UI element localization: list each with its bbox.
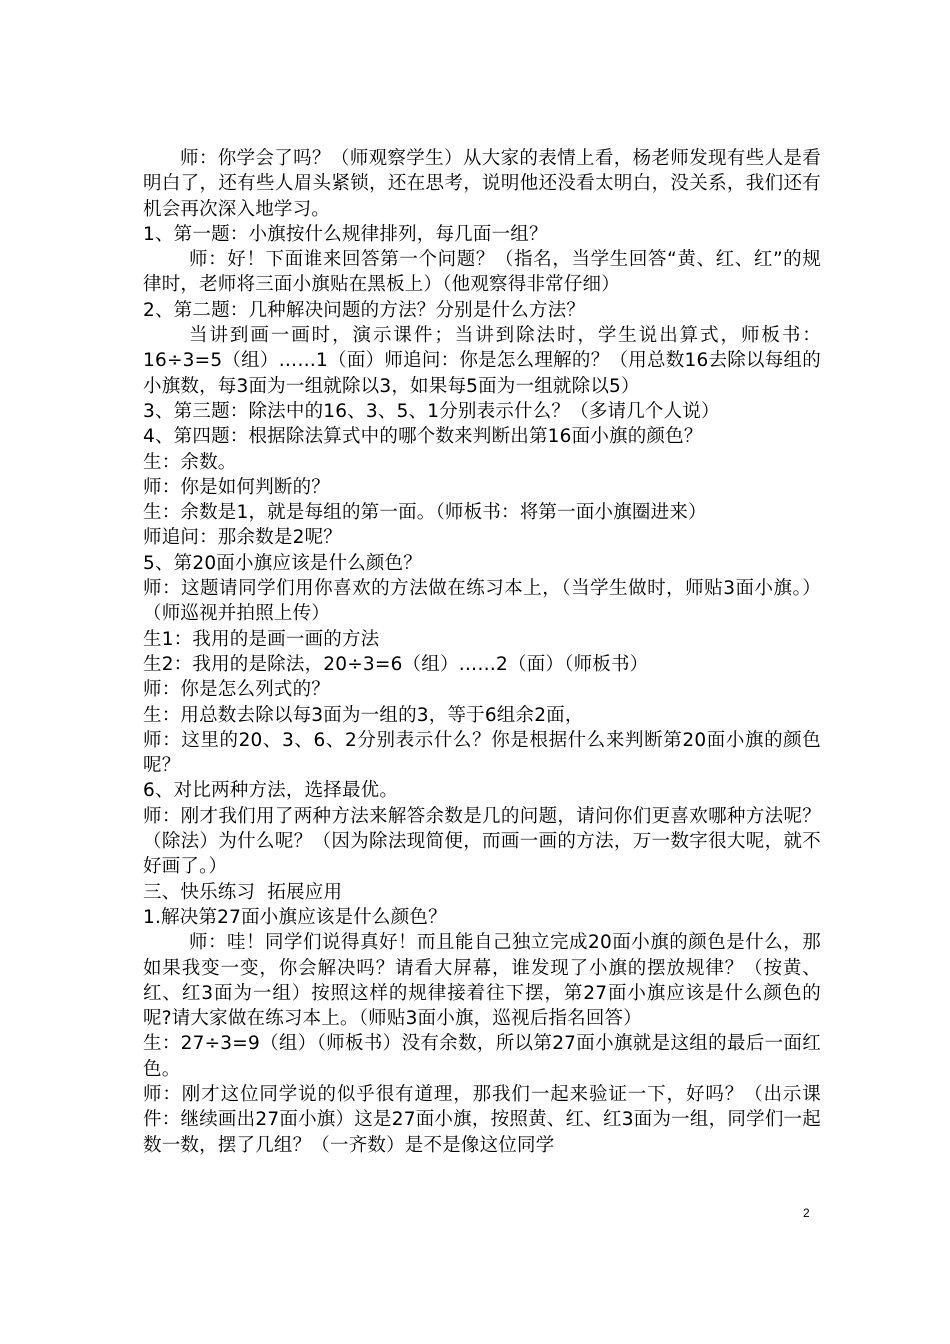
dialogue-line: 师：刚才我们用了两种方法来解答余数是几的问题，请问你们更喜欢哪种方法呢？（除法）为什么呢？（因为除法现简便，而画一画的方法，万一数字很大呢，就不好画了。） — [143, 805, 821, 878]
dialogue-line: 师：这里的20、3、6、2分别表示什么？你是根据什么来判断第20面小旗的颜色呢？ — [143, 729, 821, 777]
dialogue-line: 生：27÷3=9（组）（师板书）没有余数，所以第27面小旗就是这组的最后一面红色。 — [143, 1033, 821, 1080]
dialogue-line: 生2：我用的是除法，20÷3=6（组）……2（面）（师板书） — [143, 653, 649, 675]
question-5-heading: 5、第20面小旗应该是什么颜色？ — [143, 552, 423, 574]
dialogue-line: 师：刚才这位同学说的似乎很有道理，那我们一起来验证一下，好吗？（出示课件：继续画出27面小旗）这是27面小旗，按照黄、红、红3面为一组，同学们一起数一数，摆了几组？（一齐数）是不是像这位同学 — [143, 1083, 821, 1156]
paragraph-methods: 当讲到画一画时，演示课件；当讲到除法时，学生说出算式，师板书：16÷3=5（组）……1（面）师追问：你是怎么理解的？（用总数16去除以每组的小旗数，每3面为一组就除以3，如果每5面为一组就除以5） — [143, 325, 821, 397]
dialogue-line: 生：余数。 — [143, 451, 237, 473]
document-body — [143, 146, 821, 1158]
question-6-heading: 6、对比两种方法，选择最优。 — [143, 780, 399, 802]
exercise-1-heading: 1.解决第27面小旗应该是什么颜色？ — [143, 906, 447, 928]
paragraph-teacher-check: 师：你学会了吗？（师观察学生）从大家的表情上看，杨老师发现有些人是看明白了，还有些人眉头紧锁，还在思考，说明他还没看太明白，没关系，我们还有机会再次深入地学习。 — [143, 148, 821, 220]
page-number: 2 — [803, 1206, 810, 1220]
question-4-heading: 4、第四题：根据除法算式中的哪个数来判断出第16面小旗的颜色？ — [143, 426, 703, 448]
dialogue-line: 生：余数是1，就是每组的第一面。（师板书：将第一面小旗圈进来） — [143, 502, 707, 524]
paragraph-teacher-q1: 师：好！下面谁来回答第一个问题？（指名，当学生回答“黄、红、红”的规律时，老师将三面小旗贴在黑板上）（他观察得非常仔细） — [143, 249, 821, 296]
question-3-heading: 3、第三题：除法中的16、3、5、1分别表示什么？（多请几个人说） — [143, 400, 720, 422]
dialogue-line: 生：用总数去除以每3面为一组的3，等于6组余2面， — [143, 704, 584, 726]
dialogue-line: 师：你是怎么列式的？ — [143, 679, 331, 701]
question-2-heading: 2、第二题：几种解决问题的方法？分别是什么方法？ — [143, 299, 586, 321]
dialogue-line: 生1：我用的是画一画的方法 — [143, 628, 380, 650]
dialogue-line: 师追问：那余数是2呢？ — [143, 527, 342, 549]
paragraph-exercise-teacher: 师：哇！同学们说得真好！而且能自己独立完成20面小旗的颜色是什么，那如果我变一变，你会解决吗？请看大屏幕，谁发现了小旗的摆放规律？（按黄、红、红3面为一组）按照这样的规律接着往下摆，第27面小旗应该是什么颜色的呢?请大家做在练习本上。（师贴3面小旗，巡视后指名回答） — [143, 932, 821, 1030]
section-3-heading: 三、快乐练习 拓展应用 — [143, 881, 343, 903]
question-1-heading: 1、第一题：小旗按什么规律排列，每几面一组？ — [143, 223, 548, 245]
dialogue-line: 师：这题请同学们用你喜欢的方法做在练习本上，（当学生做时，师贴3面小旗。）（师巡视并拍照上传） — [143, 578, 821, 625]
dialogue-line: 师：你是如何判断的？ — [143, 476, 331, 498]
